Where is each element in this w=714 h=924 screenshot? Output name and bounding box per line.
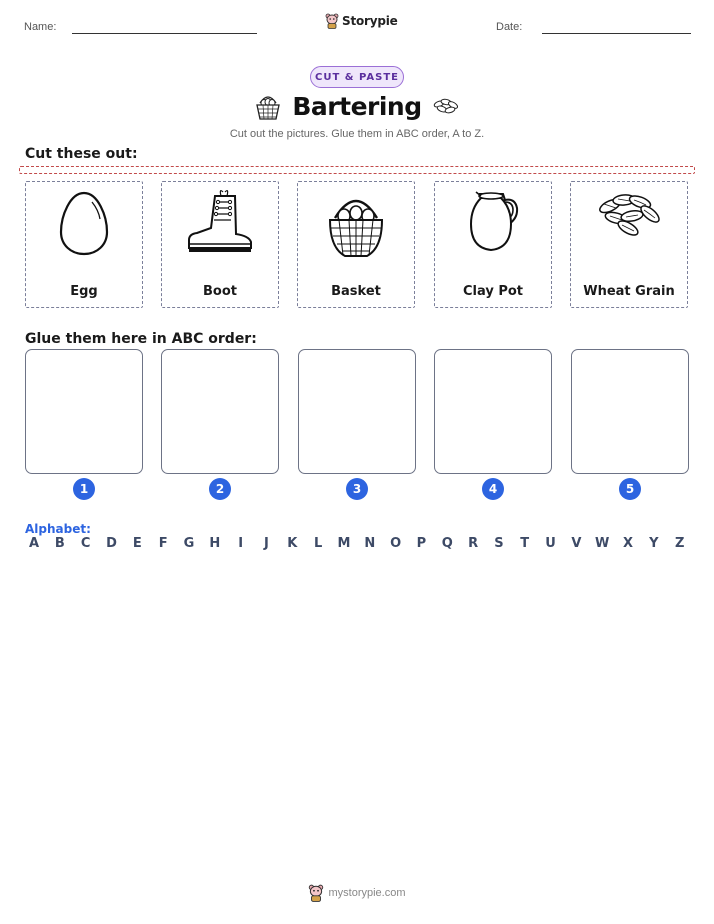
alphabet-letter: S — [494, 536, 504, 551]
slot-number-5: 5 — [619, 478, 641, 500]
alphabet-letter: I — [238, 536, 244, 551]
alphabet-letter: F — [158, 536, 168, 551]
card-label: Boot — [203, 284, 237, 299]
slot-number-4: 4 — [482, 478, 504, 500]
slot-number-2: 2 — [209, 478, 231, 500]
page-title: Bartering — [292, 92, 422, 121]
cut-card-wheat-grain[interactable] — [570, 181, 688, 308]
card-label: Clay Pot — [462, 284, 524, 299]
alphabet-letter: Y — [649, 536, 659, 551]
alphabet-letter: Q — [441, 536, 453, 551]
boot-icon — [185, 188, 255, 258]
footer-link[interactable]: mystorypie.com — [328, 887, 406, 899]
cut-line — [19, 166, 695, 174]
storypie-mascot-icon — [325, 13, 339, 29]
alphabet-letter: R — [468, 536, 479, 551]
card-label: Basket — [331, 284, 381, 299]
alphabet-letter: O — [390, 536, 402, 551]
basket-icon — [325, 188, 387, 260]
alphabet-letter: J — [264, 536, 269, 551]
card-label: Wheat Grain — [583, 284, 675, 299]
wheat-grain-icon — [431, 96, 461, 116]
alphabet-letter: C — [80, 536, 91, 551]
slot-number-1: 1 — [73, 478, 95, 500]
cut-card-egg[interactable] — [25, 181, 143, 308]
alphabet-letter: G — [183, 536, 195, 551]
alphabet-letter: K — [287, 536, 298, 551]
cut-card-basket[interactable] — [297, 181, 415, 308]
alphabet-letter: B — [54, 536, 65, 551]
alphabet-letter: Z — [674, 536, 685, 551]
instructions: Cut out the pictures. Glue them in ABC order, A to Z. — [229, 128, 485, 140]
clay-pot-icon — [463, 188, 523, 256]
alphabet-letter: L — [313, 536, 323, 551]
glue-slot-5[interactable] — [571, 349, 689, 474]
alphabet-letter: T — [520, 536, 530, 551]
alphabet-letter: X — [623, 536, 634, 551]
glue-section-heading: Glue them here in ABC order: — [25, 331, 257, 347]
brand-logo — [325, 13, 398, 29]
name-label: Name: — [24, 21, 57, 33]
alphabet-letter: U — [545, 536, 556, 551]
alphabet-letter: V — [571, 536, 582, 551]
footer — [0, 884, 714, 902]
date-label: Date: — [496, 21, 523, 33]
wheat-grain-icon — [596, 188, 662, 236]
glue-slot-2[interactable] — [161, 349, 279, 474]
card-label: Egg — [70, 284, 98, 299]
alphabet-label: Alphabet: — [25, 522, 91, 536]
alphabet-letter: D — [106, 536, 117, 551]
cut-card-boot[interactable] — [161, 181, 279, 308]
storypie-mascot-icon — [308, 884, 324, 902]
glue-slot-1[interactable] — [25, 349, 143, 474]
alphabet-letter: H — [209, 536, 221, 551]
cut-card-clay-pot[interactable] — [434, 181, 552, 308]
egg-icon — [54, 188, 114, 258]
slot-number-3: 3 — [346, 478, 368, 500]
alphabet-letter: M — [337, 536, 351, 551]
glue-slot-3[interactable] — [298, 349, 416, 474]
brand-name: Storypie — [342, 14, 398, 28]
alphabet-letter: W — [595, 536, 610, 551]
alphabet-letter: E — [132, 536, 142, 551]
alphabet-letter: P — [416, 536, 427, 551]
date-line[interactable] — [542, 33, 691, 34]
alphabet-row — [25, 536, 689, 551]
alphabet-letter: A — [28, 536, 40, 551]
activity-badge: CUT & PASTE — [310, 66, 404, 88]
alphabet-letter: N — [364, 536, 376, 551]
cut-section-heading: Cut these out: — [25, 146, 138, 162]
name-line[interactable] — [72, 33, 257, 34]
glue-slot-4[interactable] — [434, 349, 552, 474]
